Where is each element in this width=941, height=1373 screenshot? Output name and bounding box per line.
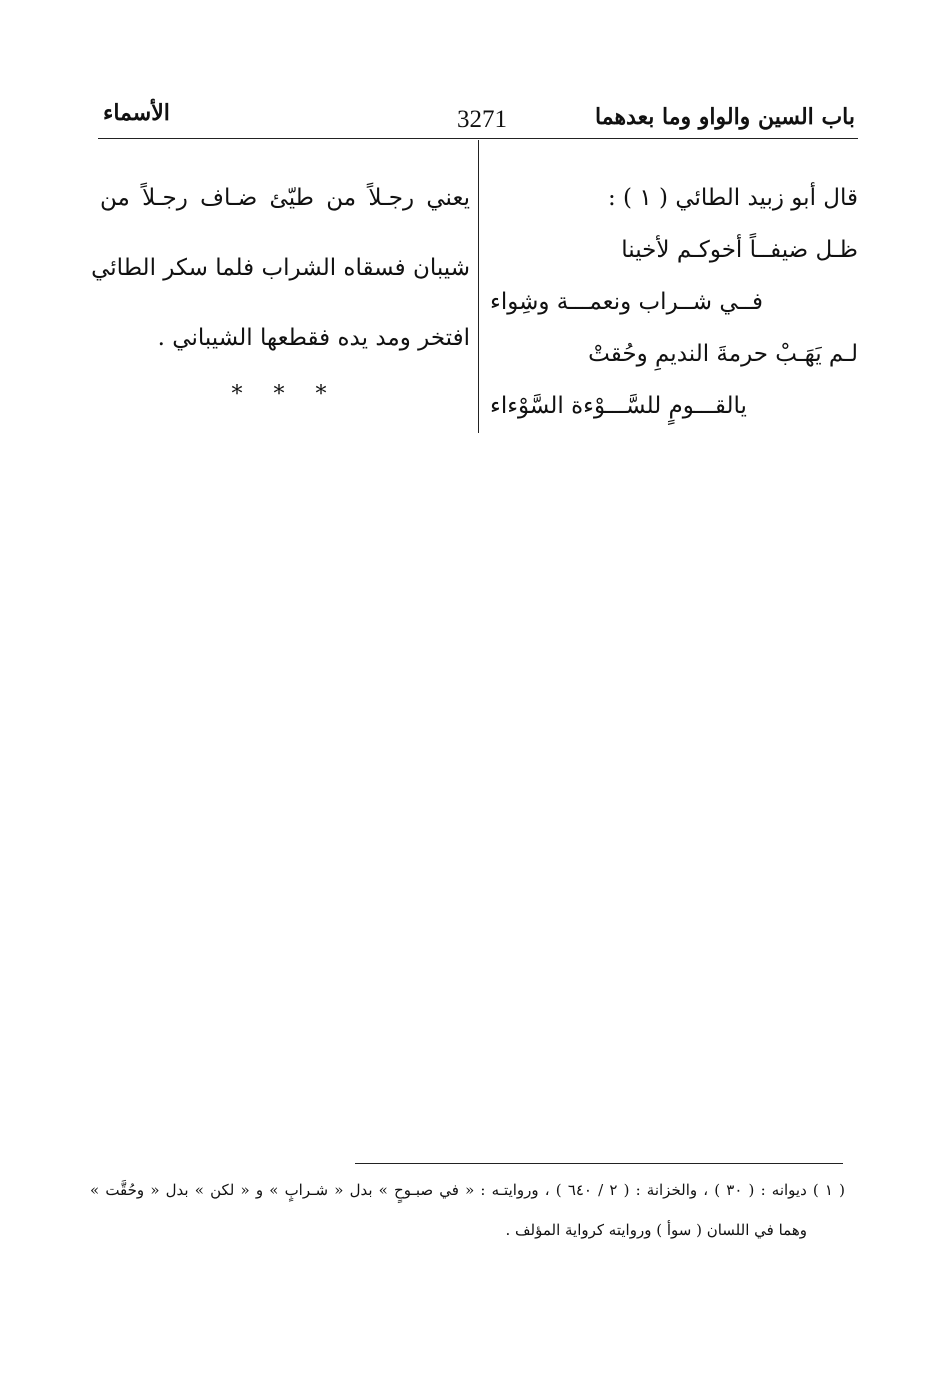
commentary-line: افتخر ومد يده فقطعها الشيباني . (157, 325, 470, 351)
poem-line-2b: يالقـــومٍ للسَّـــوْءة السَّوْءاء (490, 393, 747, 419)
poem-line-1b: فــي شــراب ونعمـــة وشِواء (490, 289, 763, 315)
page-header (95, 98, 855, 138)
footnote-rule (355, 1163, 843, 1164)
right-column-poem (490, 172, 858, 432)
footnote-line: ( ١ ) ديوانه : ( ٣٠ ) ، والخزانة : ( ٢ / ٦٤٠ ) ، وروايتـه : « في صبـوحٍ » بدل « شـرابٍ » و « لكن » بدل « وحُقَّت » (90, 1181, 845, 1199)
section-separator: * * * (231, 382, 339, 407)
section-title: الأسماء (103, 100, 170, 126)
commentary-line: يعني رجـلاً من طيّئ ضـاف رجـلاً من (100, 185, 470, 211)
left-column-commentary (91, 172, 470, 382)
poem-line-2a: لـم يَهَـبْ حرمةَ النديمِ وحُقتْ (588, 341, 858, 367)
header-rule (98, 138, 858, 139)
chapter-title: باب السين والواو وما بعدهما (595, 104, 855, 130)
poem-attribution: قال أبو زبيد الطائي ( ١ ) : (608, 185, 858, 211)
column-divider (478, 140, 479, 433)
footnote (90, 1175, 845, 1255)
footnote-line: وهما في اللسان ( سوأ ) وروايته كرواية المؤلف . (505, 1221, 807, 1239)
commentary-line: شيبان فسقاه الشراب فلما سكر الطائي (91, 255, 470, 281)
poem-line-1a: ظـل ضيفــاً أخوكـم لأخينا (621, 237, 858, 263)
page-number: 3271 (457, 106, 507, 133)
